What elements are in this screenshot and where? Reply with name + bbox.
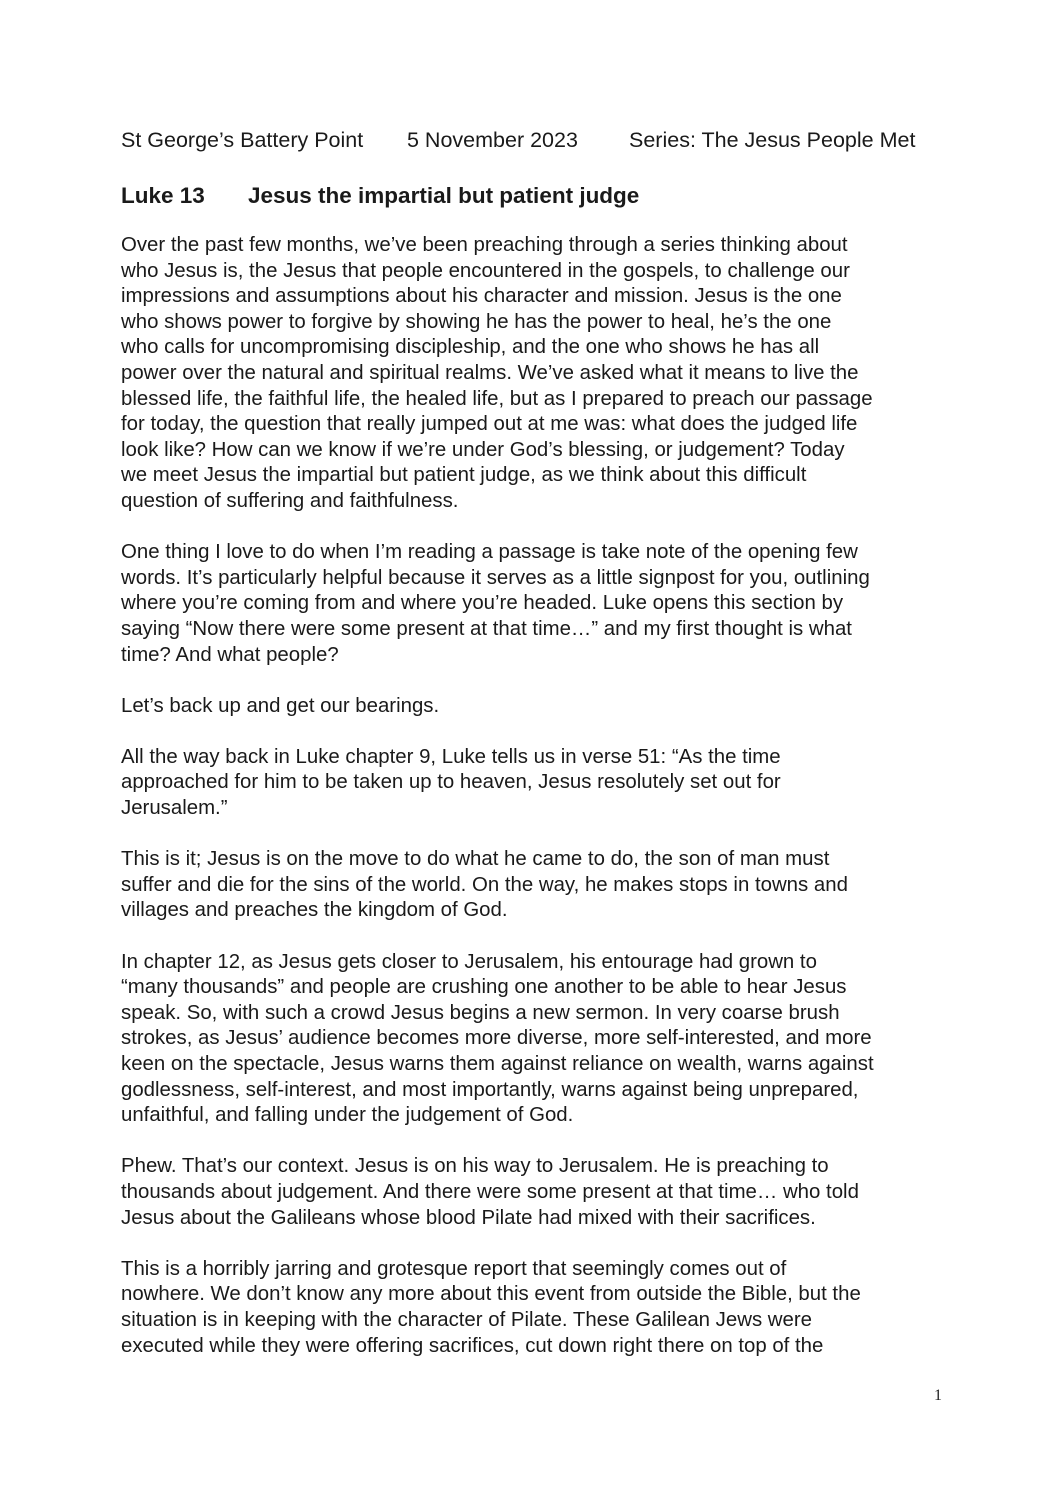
paragraph: This is a horribly jarring and grotesque report that seemingly comes out of nowhere. We don’t know any more about this event from outside the Bible, but the situation is in keeping with the character of Pilate. These Galilean Jews were executed while they were offering sacrifices, cut down right there on top of the	[121, 1257, 861, 1357]
paragraph: In chapter 12, as Jesus gets closer to Jerusalem, his entourage had grown to “many thousands” and people are crushing one another to be able to hear Jesus speak. So, with such a crowd Jesus begins a new sermon. In very coarse brush strokes, as Jesus’ audience becomes more diverse, more self-interested, and more keen on the spectacle, Jesus warns them against reliance on wealth, warns against godlessness, self-interest, and most importantly, warns against being unprepared, unfaithful, and falling under the judgement of God.	[121, 950, 874, 1127]
paragraph: Let’s back up and get our bearings.	[121, 694, 440, 717]
paragraph: Over the past few months, we’ve been preaching through a series thinking about who Jesus is, the Jesus that people encountered in the gospels, to challenge our impressions and assumptions about his character and mission. Jesus is the one who shows power to forgive by showing he has the power to heal, he’s the one who calls for uncompromising discipleship, and the one who shows he has all power over the natural and spiritual realms. We’ve asked what it means to live the blessed life, the faithful life, the healed life, but as I prepared to preach our passage for today, the question that really jumped out at me was: what does the judged life look like? How can we know if we’re under God’s blessing, or judgement? Today we meet Jesus the impartial but patient judge, as we think about this difficult question of suffering and faithfulness.	[121, 234, 873, 512]
page-number: 1	[934, 1387, 942, 1404]
paragraph: This is it; Jesus is on the move to do what he came to do, the son of man must suffer and die for the sins of the world. On the way, he makes stops in towns and villages and preaches the kingdom of God.	[121, 848, 848, 922]
title-text: Jesus the impartial but patient judge	[248, 183, 640, 208]
header-series: Series: The Jesus People Met	[629, 128, 916, 152]
sermon-body	[121, 233, 943, 1385]
title-reference: Luke 13	[121, 183, 205, 208]
paragraph: Phew. That’s our context. Jesus is on his way to Jerusalem. He is preaching to thousands about judgement. And there were some present at that time… who told Jesus about the Galileans whose blood Pilate had mixed with their sacrifices.	[121, 1155, 859, 1229]
paragraph: All the way back in Luke chapter 9, Luke tells us in verse 51: “As the time approached for him to be taken up to heaven, Jesus resolutely set out for Jerusalem.”	[121, 745, 781, 820]
header-date: 5 November 2023	[407, 128, 578, 152]
paragraph: One thing I love to do when I’m reading a passage is take note of the opening few words. It’s particularly helpful because it serves as a little signpost for you, outlining where you’re coming from and where you’re headed. Luke opens this section by saying “Now there were some present at that time…” and my first thought is what time? And what people?	[121, 541, 870, 666]
header-church: St George’s Battery Point	[121, 128, 364, 152]
